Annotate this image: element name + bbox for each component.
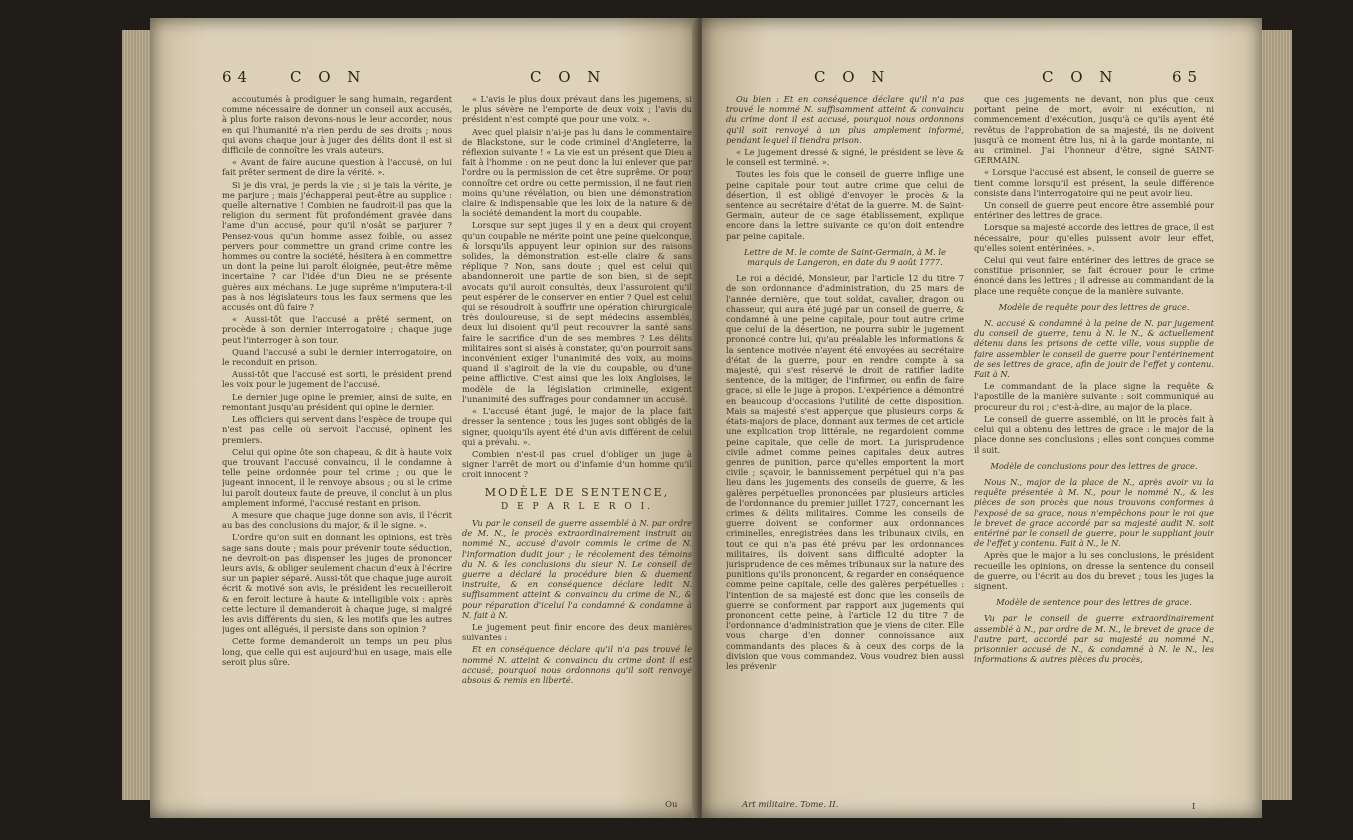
signature-line: Art militaire. Tome. II. <box>742 800 839 810</box>
paragraph: « Avant de faire aucune question à l'accusé, on lui fait prêter serment de dire la vérité. ». <box>222 157 452 178</box>
catchword: Ou <box>665 800 678 810</box>
model-title: Modèle de conclusions pour des lettres de grace. <box>990 460 1198 471</box>
model-title: Modèle de requête pour des lettres de grace. <box>998 301 1190 312</box>
paragraph: Vu par le conseil de guerre extraordinairement assemblé à N., par ordre de M. N., le brevet de grace de l'autre part, accordé par sa majesté au nommé N., prisonnier accusé de N., & condamné à N. le N., les informations & autres pièces du procès, <box>974 613 1214 665</box>
section-subheading: D E P A R L E R O I. <box>501 501 653 512</box>
model-title: Modèle de sentence pour des lettres de grace. <box>996 597 1192 608</box>
paragraph: Toutes les fois que le conseil de guerre inflige une peine capitale pour tout autre crime que celui de désertion, il est obligé d'envoyer le procès & la sentence au secrétaire d'état de la guerre. M. de Saint-Germain, auteur de ce sage établissement, explique encore dans la lettre suivante ce qu'on doit entendre par peine capitale. <box>726 169 964 241</box>
paragraph: « L'avis le plus doux prévaut dans les jugemens, si le plus sévère ne l'emporte de deux voix ; l'avis du président n'est compté que pour une voix. ». <box>462 94 692 125</box>
paragraph: « Aussi-tôt que l'accusé a prêté serment, on procède à son dernier interrogatoire ; chaque juge peut l'interroger à son tour. <box>222 314 452 345</box>
paragraph: Lorsque sur sept juges il y en a deux qui croyent qu'un coupable ne mérite point une peine quelconque, & lorsqu'ils appuyent leur opinion sur des raisons solides, la démonstration est-elle claire & sans réplique ? Non, sans doute ; quel est celui qui abandonneroit une partie de son bien, si de sept avocats qu'il auroit consultés, deux l'assuroient qu'il peut espérer de le conserver en entier ? Quel est celui qui se résoudroit à souffrir une opération chirurgicale très douloureuse, si de sept médecins assemblés, deux lui disoient qu'il peut recouvrer la santé sans faire le sacrifice d'un de ses membres ? Les délits militaires sont si aisés à constater, qu'on pourroit sans inconvénient exiger l'unanimité des voix, au moins quand il s'agiroit de la vie du coupable, ou d'une peine afflictive. C'est ainsi que les loix Angloises, le modèle de la législation criminelle, exigent l'unanimité des suffrages pour condamner un accusé. <box>462 220 692 404</box>
paragraph: Aussi-tôt que l'accusé est sorti, le président prend les voix pour le jugement de l'accusé. <box>222 369 452 390</box>
paragraph: Le commandant de la place signe la requête & l'apostille de la manière suivante : soit communiqué au procureur du roi ; c'est-à-dire, au major de la place. <box>974 381 1214 412</box>
paragraph: Ou bien : Et en conséquence déclare qu'il n'a pas trouvé le nommé N. suffisamment atteint & convaincu du crime dont il est accusé, pourquoi nous ordonnons qu'il soit renvoyé à un plus amplement informé, pendant lequel il tiendra prison. <box>726 94 964 145</box>
paragraph: Après que le major a lu ses conclusions, le président recueille les opinions, on dresse la sentence du conseil de guerre, ou l'écrit au dos du brevet ; tous les juges la signent. <box>974 550 1214 591</box>
left-page-column-2 <box>462 94 692 814</box>
left-page <box>150 18 698 818</box>
left-page-column-1 <box>222 94 452 814</box>
paragraph: Le conseil de guerre assemblé, on lit le procès fait à celui qui a obtenu des lettres de grace : le major de la place donne ses conclusions ; elles sont conçues comme il suit. <box>974 413 1214 455</box>
paragraph: Cette forme demanderoit un temps un peu plus long, que celle qui est aujourd'hui en usage, mais elle seroit plus sûre. <box>222 636 452 667</box>
paragraph: L'ordre qu'on suit en donnant les opinions, est très sage sans doute ; mais pour prévenir toute séduction, ne devroit-on pas dispenser les juges de prononcer leurs avis, & obliger seulement chacun d'eux à l'écrire sur un papier séparé. Aussi-tôt que chaque juge auroit écrit & motivé son avis, le président les recueilleroit & en feroit lecture à haute & intelligible voix : après cette lecture il demanderoit à chaque juge, si malgré les avis différents du sien, & les motifs que les autres juges ont allégués, il persiste dans son opinion ? <box>222 532 452 635</box>
right-page-column-2 <box>974 94 1214 814</box>
paragraph: Celui qui veut faire entériner des lettres de grace se constitue prisonnier, se fait écrouer pour le crime énoncé dans les lettres ; il adresse au commandant de la place une requête conçue de la manière suivante. <box>974 255 1214 296</box>
right-page-column-1 <box>726 94 964 814</box>
paragraph: A mesure que chaque juge donne son avis, il l'écrit au bas des conclusions du major, & il le signe. ». <box>222 509 452 531</box>
paragraph: accoutumés à prodiguer le sang humain, regardent comme nécessaire de donner un conseil aux accusés, à plus forte raison devons-nous le leur accorder, nous en qui l'humanité n'a rien perdu de ses droits ; nous qui avons chaque jour à juger des délits dont il est si difficile de connoître les vrais auteurs. <box>222 94 452 156</box>
paragraph: « Lorsque l'accusé est absent, le conseil de guerre se tient comme lorsqu'il est présent, la seule différence consiste dans l'interrogatoire qui ne peut avoir lieu. <box>974 167 1214 198</box>
running-head-right-1: C O N <box>814 68 891 86</box>
paragraph: Celui qui opine ôte son chapeau, & dit à haute voix que trouvant l'accusé convaincu, il le condamne à telle peine ordonnée pour tel crime ; ou que le jugeant innocent, il le renvoye absous ; ou si le crime lui paroît douteux faute de preuve, il conclut à un plus amplement informé, l'accusé restant en prison. <box>222 446 452 508</box>
paragraph: « L'accusé étant jugé, le major de la place fait dresser la sentence ; tous les juges sont obligés de la signer, quoiqu'ils ayent été d'un avis différent de celui qui a prévalu. ». <box>462 406 692 447</box>
paragraph: « Le jugement dressé & signé, le président se lève & le conseil est terminé. ». <box>726 147 964 168</box>
running-head-right-2: C O N <box>1042 68 1119 86</box>
paragraph: Avec quel plaisir n'ai-je pas lu dans le commentaire de Blackstone, sur le code criminel d'Angleterre, la réflexion suivante ! « La vie est un présent que Dieu a fait à l'homme : on ne peut donc la lui enlever que par l'ordre ou la permission de cet être suprême. Or pour connoître cet ordre ou cette permission, il ne faut rien moins qu'une révélation, ou bien une démonstration claire & indispensable que les loix de la nature & de la société demandent la mort du coupable. <box>462 126 692 219</box>
paragraph: Si je dis vrai, je perds la vie ; si je tais la vérite, je me parjure ; mais j'échapperai peut-être au supplice : quelle alternative ! Combien ne faudroit-il pas que la religion du serment fût profondément gravée dans l'ame d'un accusé, pour qu'il n'osât se parjurer ? Pensez-vous qu'un homme assez foible, ou assez pervers pour commettre un grand crime contre les hommes ou contre la société, hésitera à en commettre un dont la peine lui paroît éloignée, peut-être même incertaine ? car l'idée d'un Dieu ne se présente guères aux méchans. Le juge suprême n'imputera-t-il pas à nos législateurs tous les faux sermens que les accusés ont dû faire ? <box>222 179 452 313</box>
paragraph: Lorsque sa majesté accorde des lettres de grace, il est nécessaire, pour qu'elles puissent avoir leur effet, qu'elles soient entérinées. ». <box>974 222 1214 253</box>
paragraph: Nous N., major de la place de N., après avoir vu la requête présentée à M. N., pour le nommé N., & les pièces de son procès que nous trouvons conformes à l'exposé de sa grace, nous n'empêchons pour le roi que le brevet de grace accordé par sa majesté audit N. soit entériné par le conseil de guerre, pour le suppliant jouir de l'effet y contenu. Fait à N., le N. <box>974 476 1214 549</box>
paragraph: Un conseil de guerre peut encore être assemblé pour entériner des lettres de grace. <box>974 200 1214 221</box>
section-heading: MODÈLE DE SENTENCE, <box>484 485 670 499</box>
paragraph: Vu par le conseil de guerre assemblé à N. par ordre de M. N., le procès extraordinairement instruit au nommé N., accusé d'avoir commis le crime de N. l'information dudit jour ; le récolement des témoins du N. & les conclusions du sieur N. Le conseil de guerre a déclaré la procédure bien & duement instruite, & en conséquence déclare ledit N. suffisamment atteint & convaincu du crime de N., & pour réparation d'iceluí l'a condamné & condamne à N. fait à N. <box>462 517 692 620</box>
page-number-left: 64 <box>222 68 254 86</box>
paragraph: Les officiers qui servent dans l'espèce de troupe qui n'est pas celle où servoit l'accusé, opinent les premiers. <box>222 414 452 445</box>
paragraph: Le jugement peut finir encore des deux manières suivantes : <box>462 621 692 643</box>
right-page <box>702 18 1262 818</box>
left-page-edges <box>122 30 150 800</box>
paragraph: Quand l'accusé a subi le dernier interrogatoire, on le reconduit en prison. <box>222 346 452 368</box>
paragraph: Combien n'est-il pas cruel d'obliger un juge à signer l'arrêt de mort ou d'infamie d'un homme qu'il croit innocent ? <box>462 448 692 480</box>
running-head-left-2: C O N <box>530 68 607 86</box>
right-page-edges <box>1262 30 1292 800</box>
paragraph: que ces jugements ne devant, non plus que ceux portant peine de mort, avoir ni exécution, ni commencement d'exécution, jusqu'à ce qu'ils ayent été revêtus de l'approbation de sa majesté, ils ne doivent jusqu'à ce moment être lus, ni à la garde montante, ni au criminel. J'ai l'honneur d'être, signé SAINT-GERMAIN. <box>974 94 1214 166</box>
paragraph: Le dernier juge opine le premier, ainsi de suite, en remontant jusqu'au président qui opine le dernier. <box>222 391 452 412</box>
paragraph: N. accusé & condamné à la peine de N. par jugement du conseil de guerre, tenu à N. le N., & actuellement détenu dans les prisons de cette ville, vous supplie de faire assembler le conseil de guerre pour l'entérinement de ses lettres de grace, afin de jouir de l'effet y contenu. Fait à N. <box>974 318 1214 380</box>
letter-heading: Lettre de M. le comte de Saint-Germain, à M. le marquis de Langeron, en date du 9 août 1777. <box>744 246 946 268</box>
signature-mark: I <box>1192 802 1196 812</box>
page-number-right: 65 <box>1172 68 1204 86</box>
paragraph: Le roi a décidé, Monsieur, par l'article 12 du titre 7 de son ordonnance d'administration, du 25 mars de l'année dernière, que tout soldat, cavalier, dragon ou chasseur, qui aura été jugé par un conseil de guerre, & condamné à une peine capitale, pour tout autre crime que celui de la désertion, ne pourra subir le jugement prononcé contre lui, qu'au préalable les informations & la sentence motivée n'ayent été envoyées au secrétaire d'état de la guerre, pour en rendre compte à sa majesté, qui s'est réservé le droit de ratifier ladite sentence, de la mitiger, de l'infirmer, ou enfin de faire grace, si elle le juge à propos. L'expérience a démontré en beaucoup d'occasions l'utilité de cette disposition. Mais sa majesté s'est apperçue que plusieurs corps & états-majors de place, donnant aux termes de cet article une explication trop littérale, ne regardoient comme peine capitale, que celle de mort. La jurisprudence civile admet comme peines capitales deux autres genres de punition, parce qu'elles emportent la mort civile ; sçavoir, le bannissement perpétuel qui n'a pas lieu dans les jugements des conseils de guerre, & les galères perpétuelles prononcées par plusieurs articles de l'ordonnance du premier juillet 1727, concernant les crimes & délits militaires. Comme les conseils de guerre doivent se conformer aux ordonnances criminelles, enregistrées dans les tribunaux civils, en tout ce qui n'a pas été prévu par les ordonnances militaires, ils doivent sans difficulté adopter la jurisprudence de ces mêmes tribunaux sur la nature des punitions qu'ils prononcent, & regarder en conséquence comme peine capitale, celle des galères perpétuelles : l'intention de sa majesté est donc que les conseils de guerre se conforment par rapport aux jugements qui prononcent cette peine, à l'article 12 du titre 7 de l'ordonnance d'administration que je viens de citer. Elle vous charge d'en donner connoissance aux commandants des places & à ceux des corps de la division que vous commandez. Vous voudrez bien aussi les prévenir <box>726 273 964 671</box>
paragraph: Et en conséquence déclare qu'il n'a pas trouvé le nommé N. atteint & convaincu du crime dont il est accusé, pourquoi nous ordonnons qu'il soit renvoyé absous & remis en liberté. <box>462 644 692 685</box>
running-head-left-1: C O N <box>290 68 367 86</box>
